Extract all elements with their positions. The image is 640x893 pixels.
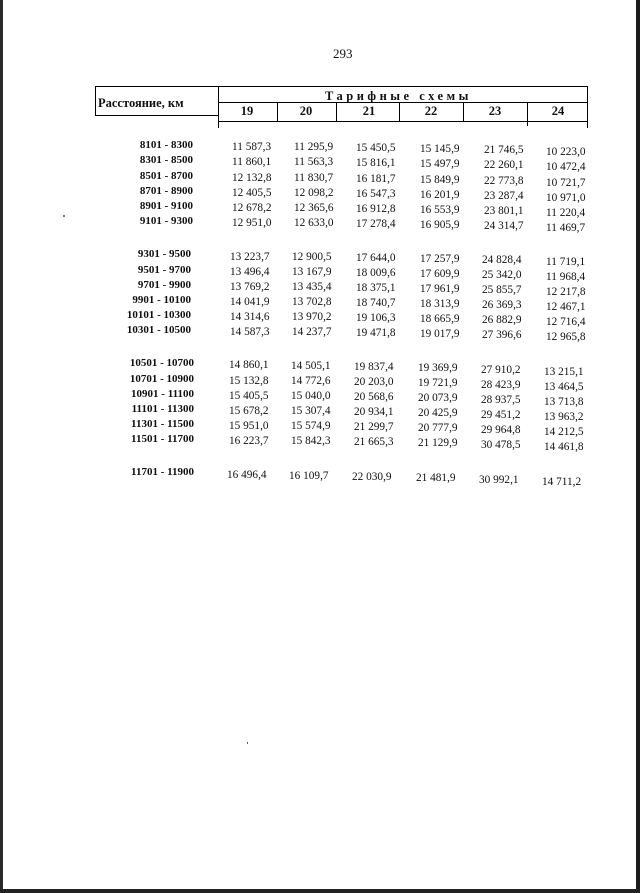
tariff-value: 16 181,7: [356, 173, 396, 185]
tariff-value: 15 405,5: [229, 390, 269, 402]
distance-range: 9701 - 9900: [137, 279, 191, 291]
tariff-value: 19 471,8: [356, 327, 396, 339]
distance-range: 9901 - 10100: [132, 294, 191, 306]
tariff-value: 11 220,4: [546, 207, 586, 219]
distance-range: 9101 - 9300: [139, 215, 193, 227]
tariff-value: 18 665,9: [420, 313, 460, 325]
tariff-value: 20 934,1: [354, 406, 394, 418]
tariff-value: 13 464,5: [544, 381, 584, 393]
tariff-value: 13 223,7: [230, 251, 270, 263]
tariff-value: 25 855,7: [482, 284, 522, 296]
distance-range: 8501 - 8700: [139, 170, 193, 182]
tariff-value: 13 769,2: [230, 281, 270, 293]
tariff-value: 17 278,4: [356, 218, 396, 230]
tariff-value: 12 633,0: [294, 217, 334, 229]
tariff-value: 11 295,9: [294, 141, 334, 153]
tariff-value: 21 481,9: [416, 472, 456, 484]
tariff-value: 11 563,3: [294, 156, 334, 168]
tariff-value: 15 497,9: [420, 158, 460, 170]
tariff-value: 13 702,8: [292, 296, 332, 308]
tariff-value: 19 017,9: [420, 328, 460, 340]
tariff-value: 14 041,9: [230, 296, 270, 308]
tariff-value: 16 905,9: [420, 219, 460, 231]
tariff-value: 15 040,0: [291, 390, 331, 402]
scan-border-left: [0, 0, 3, 893]
tariff-value: 12 716,4: [546, 316, 586, 328]
tariff-value: 12 467,1: [546, 301, 586, 313]
tariff-value: 11 469,7: [546, 222, 586, 234]
scan-speck: [247, 742, 248, 744]
tariff-value: 19 106,3: [356, 312, 396, 324]
column-divider: [399, 102, 400, 122]
distance-range: 11101 - 11300: [131, 403, 194, 415]
column-header: 19: [240, 104, 254, 118]
tariff-value: 15 132,8: [229, 375, 269, 387]
tariff-value: 27 396,6: [482, 329, 522, 341]
distance-range: 11501 - 11700: [131, 433, 194, 445]
distance-range: 10901 - 11100: [131, 388, 194, 400]
tariff-value: 19 721,9: [418, 377, 458, 389]
tariff-value: 15 849,9: [420, 174, 460, 186]
tariff-value: 22 260,1: [484, 159, 524, 171]
header-bottom-rule: [218, 121, 588, 122]
tariff-value: 12 951,0: [232, 217, 272, 229]
tariff-value: 13 963,2: [544, 411, 584, 423]
tariff-value: 12 965,8: [546, 331, 586, 343]
tariff-value: 12 365,6: [294, 202, 334, 214]
tariff-value: 18 009,6: [356, 267, 396, 279]
tariff-value: 10 721,7: [546, 177, 586, 189]
tariff-value: 10 472,4: [546, 161, 586, 173]
tariff-value: 13 215,1: [544, 366, 584, 378]
tariff-value: 30 478,5: [481, 439, 521, 451]
tariff-value: 17 644,0: [356, 252, 396, 264]
tariff-value: 21 746,5: [484, 144, 524, 156]
distance-range: 11301 - 11500: [131, 418, 194, 430]
distance-range: 8301 - 8500: [139, 154, 193, 166]
tariff-value: 20 568,6: [354, 391, 394, 403]
tariff-value: 18 740,7: [356, 297, 396, 309]
tariff-value: 12 405,5: [232, 187, 272, 199]
tariff-value: 28 423,9: [481, 379, 521, 391]
tariff-value: 12 678,2: [232, 202, 272, 214]
tariff-value: 16 109,7: [289, 470, 329, 482]
column-header: 22: [424, 104, 438, 118]
column-header: 24: [551, 104, 565, 118]
distance-range: 10101 - 10300: [126, 309, 191, 321]
tariff-value: 27 910,2: [481, 364, 521, 376]
column-divider: [336, 102, 337, 121]
column-divider: [527, 102, 528, 126]
tariff-value: 17 961,9: [420, 283, 460, 295]
distance-range: 10701 - 10900: [129, 373, 194, 385]
tariff-value: 14 860,1: [229, 359, 269, 371]
tariff-value: 20 777,9: [418, 422, 458, 434]
tariff-value: 16 553,9: [420, 204, 460, 216]
tariff-value: 19 837,4: [354, 361, 394, 373]
tariff-value: 16 496,4: [227, 469, 267, 481]
column-header: 23: [488, 104, 502, 118]
column-header: 20: [299, 104, 313, 118]
distance-range: 8901 - 9100: [139, 200, 193, 212]
tariff-value: 15 307,4: [291, 405, 331, 417]
column-divider: [463, 102, 464, 122]
distance-range: 8101 - 8300: [139, 139, 193, 151]
tariff-value: 15 842,3: [291, 435, 331, 447]
distance-range: 11701 - 11900: [131, 466, 194, 478]
tariff-value: 11 587,3: [232, 141, 272, 153]
tariff-value: 18 313,9: [420, 298, 460, 310]
distance-range: 9501 - 9700: [137, 264, 191, 276]
scan-speck: [63, 215, 65, 217]
tariff-value: 14 772,6: [291, 375, 331, 387]
tariff-value: 11 719,1: [546, 256, 586, 268]
tariff-value: 24 314,7: [484, 220, 524, 232]
tariff-value: 13 496,4: [230, 266, 270, 278]
tariff-value: 11 860,1: [232, 156, 272, 168]
tariff-value: 26 882,9: [482, 314, 522, 326]
tariff-value: 14 461,8: [544, 441, 584, 453]
distance-range: 10301 - 10500: [126, 324, 191, 336]
tariff-value: 29 964,8: [481, 424, 521, 436]
tariff-value: 13 970,2: [292, 311, 332, 323]
tariff-value: 15 450,5: [356, 142, 396, 154]
tariff-value: 13 435,4: [292, 281, 332, 293]
tariff-value: 22 773,8: [484, 175, 524, 187]
tariff-value: 14 505,1: [291, 360, 331, 372]
column-divider: [277, 102, 278, 121]
tariff-value: 19 369,9: [418, 362, 458, 374]
tariff-value: 14 587,3: [230, 326, 270, 338]
tariff-value: 13 167,9: [292, 266, 332, 278]
scan-border-bottom: [0, 889, 640, 893]
tariff-value: 16 201,9: [420, 189, 460, 201]
tariff-value: 20 425,9: [418, 407, 458, 419]
tariff-value: 14 237,7: [292, 326, 332, 338]
tariff-value: 25 342,0: [482, 269, 522, 281]
tariff-value: 20 203,0: [354, 376, 394, 388]
tariff-value: 28 937,5: [481, 394, 521, 406]
tariff-value: 14 212,5: [544, 426, 584, 438]
distance-range: 10501 - 10700: [129, 357, 194, 369]
tariff-value: 12 900,5: [292, 251, 332, 263]
tariff-value: 11 830,7: [294, 172, 334, 184]
tariff-value: 14 314,6: [230, 311, 270, 323]
distance-range: 9301 - 9500: [137, 248, 191, 260]
header-top-rule: [95, 86, 588, 87]
tariff-value: 20 073,9: [418, 392, 458, 404]
tariff-value: 21 665,3: [354, 436, 394, 448]
scan-border-right: [636, 0, 640, 893]
column-header: 21: [362, 104, 376, 118]
tariff-schemes-header: Тарифные схемы: [325, 89, 472, 103]
tariff-value: 23 287,4: [484, 190, 524, 202]
tariff-value: 12 132,8: [232, 172, 272, 184]
tariff-value: 10 223,0: [546, 146, 586, 158]
tariff-value: 13 713,8: [544, 396, 584, 408]
tariff-value: 29 451,2: [481, 409, 521, 421]
distance-header: Расстояние, км: [98, 96, 184, 110]
tariff-value: 26 369,3: [482, 299, 522, 311]
tariff-value: 15 145,9: [420, 143, 460, 155]
tariff-value: 24 828,4: [482, 254, 522, 266]
tariff-value: 15 678,2: [229, 405, 269, 417]
tariff-value: 16 223,7: [229, 435, 269, 447]
tariff-value: 15 816,1: [356, 157, 396, 169]
page-number: 293: [333, 46, 353, 61]
tariff-value: 21 129,9: [418, 437, 458, 449]
header-left-rule: [95, 86, 96, 115]
tariff-value: 18 375,1: [356, 282, 396, 294]
tariff-value: 17 609,9: [420, 268, 460, 280]
tariff-value: 15 951,0: [229, 420, 269, 432]
distance-range: 8701 - 8900: [139, 185, 193, 197]
tariff-value: 11 968,4: [546, 271, 586, 283]
tariff-value: 16 912,8: [356, 203, 396, 215]
tariff-value: 21 299,7: [354, 421, 394, 433]
tariff-value: 22 030,9: [352, 471, 392, 483]
tariff-value: 30 992,1: [479, 474, 519, 486]
tariff-value: 12 098,2: [294, 187, 334, 199]
tariff-value: 14 711,2: [542, 476, 582, 488]
header-row-label-bottom-rule: [95, 115, 219, 116]
tariff-value: 23 801,1: [484, 205, 524, 217]
tariff-value: 17 257,9: [420, 253, 460, 265]
tariff-value: 10 971,0: [546, 192, 586, 204]
tariff-value: 15 574,9: [291, 420, 331, 432]
tariff-value: 12 217,8: [546, 286, 586, 298]
tariff-value: 16 547,3: [356, 188, 396, 200]
